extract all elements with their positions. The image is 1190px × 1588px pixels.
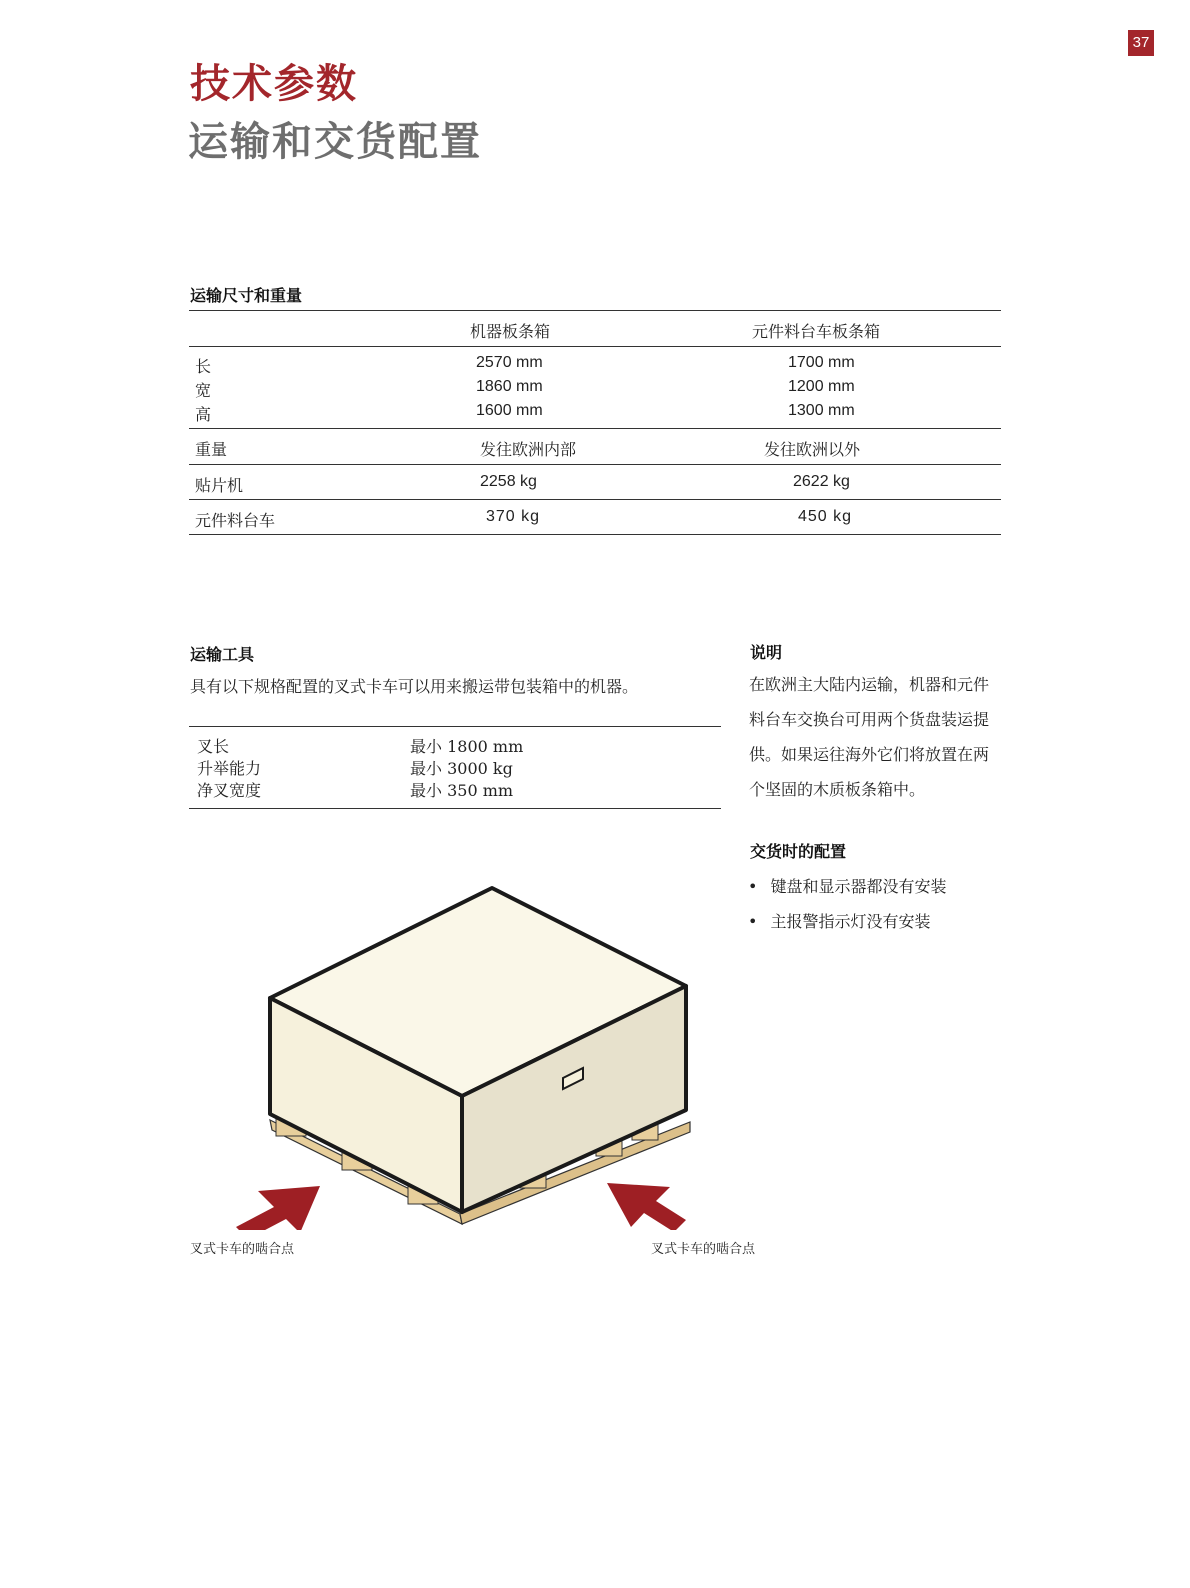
page-title: 运输和交货配置: [188, 118, 482, 165]
row-label-length: 长: [195, 357, 212, 376]
dims-heading: 运输尺寸和重量: [190, 286, 303, 305]
width-machine: 1860 mm: [476, 378, 543, 395]
table-rule: [189, 499, 1001, 500]
placer-weight-inside: 2258 kg: [480, 473, 537, 490]
notes-line: 料台车交换台可用两个货盘装运提: [749, 710, 990, 729]
delivery-heading: 交货时的配置: [750, 842, 847, 861]
forklift-arrow-left-icon: [236, 1186, 320, 1230]
row-label-height: 高: [195, 405, 212, 424]
length-trolley: 1700 mm: [788, 354, 855, 371]
caption-right: 叉式卡车的啮合点: [651, 1242, 756, 1257]
col-header-trolley: 元件料台车板条箱: [752, 322, 881, 341]
page-number: 37: [1128, 30, 1154, 56]
col-header-machine: 机器板条箱: [470, 322, 551, 341]
fork-length-label: 叉长: [197, 737, 230, 756]
crate-illustration: [230, 880, 710, 1230]
placer-label: 贴片机: [195, 476, 244, 495]
height-trolley: 1300 mm: [788, 402, 855, 419]
weight-label: 重量: [195, 440, 228, 459]
lift-capacity-label: 升举能力: [197, 759, 262, 778]
delivery-item-text: 主报警指示灯没有安装: [770, 912, 931, 931]
notes-heading: 说明: [750, 643, 783, 662]
trolley-weight-outside: 450 kg: [798, 508, 853, 525]
tools-intro: 具有以下规格配置的叉式卡车可以用来搬运带包装箱中的机器。: [190, 677, 639, 696]
notes-line: 供。如果运往海外它们将放置在两: [749, 745, 990, 764]
weight-outside-header: 发往欧洲以外: [764, 440, 861, 459]
table-rule: [189, 464, 1001, 465]
caption-left: 叉式卡车的啮合点: [190, 1242, 295, 1257]
bullet-icon: •: [748, 912, 758, 931]
delivery-item: [748, 874, 947, 897]
notes-line: 个坚固的木质板条箱中。: [749, 780, 926, 799]
trolley-weight-inside: 370 kg: [486, 508, 541, 525]
forklift-arrow-right-icon: [607, 1183, 686, 1230]
trolley-label: 元件料台车: [195, 511, 276, 530]
width-trolley: 1200 mm: [788, 378, 855, 395]
notes-paragraph: [749, 667, 1029, 807]
fork-length-value: 最小 1800 mm: [410, 737, 524, 756]
tools-rule-top: [189, 726, 721, 727]
table-rule: [189, 310, 1001, 311]
fork-width-label: 净叉宽度: [197, 781, 262, 800]
height-machine: 1600 mm: [476, 402, 543, 419]
length-machine: 2570 mm: [476, 354, 543, 371]
section-title: 技术参数: [190, 60, 358, 107]
notes-line: 在欧洲主大陆内运输，机器和元件: [749, 675, 990, 694]
placer-weight-outside: 2622 kg: [793, 473, 850, 490]
lift-capacity-value: 最小 3000 kg: [410, 759, 513, 778]
fork-width-value: 最小 350 mm: [410, 781, 514, 800]
tools-heading: 运输工具: [190, 645, 255, 664]
delivery-item-text: 键盘和显示器都没有安装: [770, 877, 947, 896]
bullet-icon: •: [748, 877, 758, 896]
table-rule: [189, 428, 1001, 429]
row-label-width: 宽: [195, 381, 212, 400]
table-rule: [189, 534, 1001, 535]
table-rule: [189, 346, 1001, 347]
delivery-item: [748, 909, 931, 932]
weight-inside-header: 发往欧洲内部: [480, 440, 577, 459]
tools-rule-bottom: [189, 808, 721, 809]
